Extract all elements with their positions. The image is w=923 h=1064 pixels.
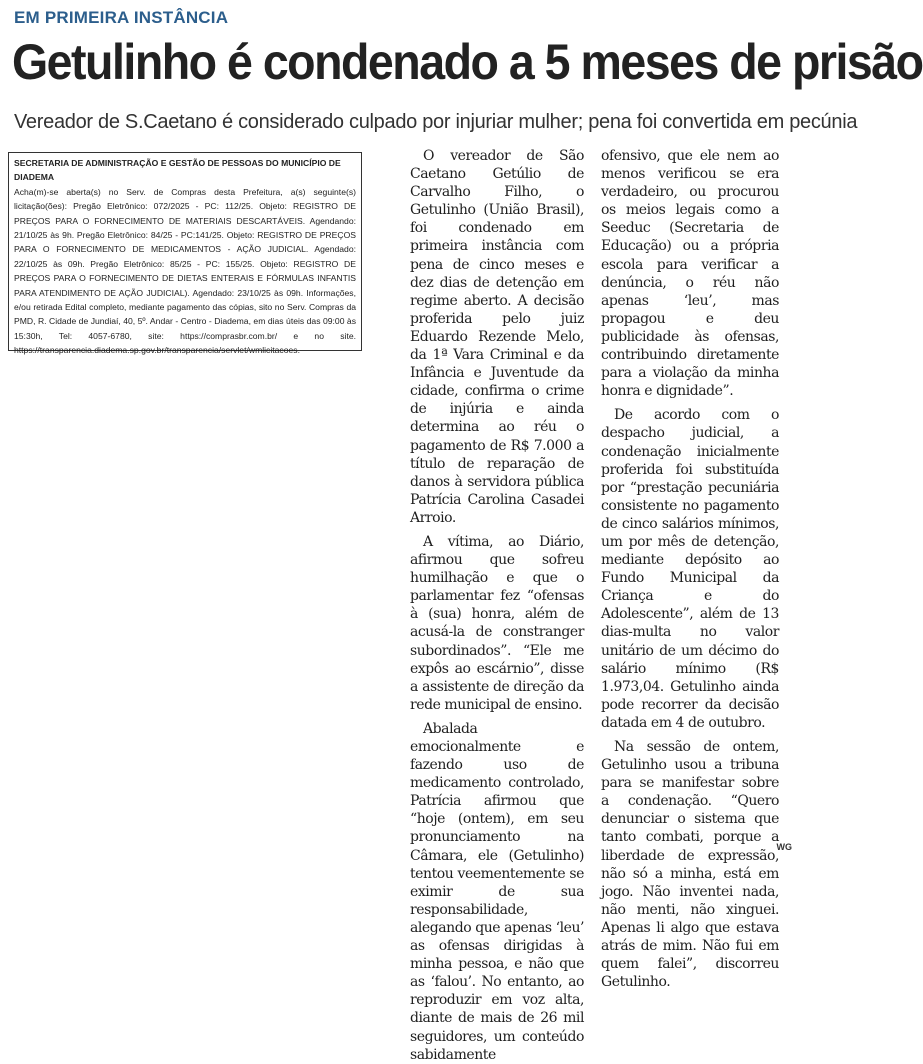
legal-notice-body: Acha(m)-se aberta(s) no Serv. de Compras desta Prefeitura, a(s) seguinte(s) licitação(ões): Pregão Eletrônico: 072/2025 - PC: 112/25. Objeto: REGISTRO DE PREÇOS PARA O FORNECIMENTO DE MATERIAIS DESCARTÁVEIS. Agendando: 21/10/25 às 9h. Pregão Eletrônico: 84/25 - PC:141/25. Objeto: REGISTRO DE PREÇOS PARA O FORNECIMENTO DE MEDICAMENTOS - AÇÃO JUDICIAL. Agendado: 22/10/25 às 09h. Pregão Eletrônico: 85/25 - PC: 155/25. Objeto: REGISTRO DE PREÇOS PARA O FORNECIMENTO DE DIETAS ENTERAIS E FÓRMULAS INFANTIS PARA ATENDIMENTO DE AÇÃO JUDICIAL). Agendado: 23/10/25 às 09h. Informações, e/ou retirada Edital completo, mediante pagamento das cópias, sito no Serv. Compras da PMD, R. Cidade de Jundiaí, 40, 5º. Andar - Centro - Diadema, em dias úteis das 09:00 às 15:30h, Tel: 4057-6780, site: https://comprasbr.com.br/ e no site. https://transparencia.diadema.sp.gov.br/transparencia/servlet/wmlicitacoes. <box>14 186 356 356</box>
article-column-1 <box>410 147 584 1064</box>
byline-initials: WG <box>776 842 792 852</box>
article-paragraph: O vereador de São Caetano Getúlio de Carvalho Filho, o Getulinho (União Brasil), foi condenado em primeira instância com pena de cinco meses e dez dias de detenção em regime aberto. A decisão proferida pelo juiz Eduardo Rezende Melo, da 1ª Vara Criminal e da Infância e Juventude da cidade, confirma o crime de injúria e ainda determina ao réu o pagamento de R$ 7.000 a título de reparação de danos à servidora pública Patrícia Carolina Casadei Arroio. <box>410 148 584 526</box>
subheadline: Vereador de S.Caetano é considerado culpado por injuriar mulher; pena foi convertida em pecúnia <box>14 111 858 133</box>
article-paragraph: Abalada emocionalmente e fazendo uso de medicamento controlado, Patrícia afirmou que “hoje (ontem), em seu pronunciamento na Câmara, ele (Getulinho) tentou veementemente se eximir de sua responsabilidade, alegando que apenas ‘leu’ as ofensas dirigidas à minha pessoa, e não que as ‘falou’. No entanto, ao reproduzir em voz alta, diante de mais de 26 mil seguidores, um conteúdo sabidamente <box>410 720 585 1063</box>
legal-notice-box <box>8 152 362 356</box>
legal-notice-title: SECRETARIA DE ADMINISTRAÇÃO E GESTÃO DE PESSOAS DO MUNICÍPIO DE DIADEMA <box>14 158 341 183</box>
article-paragraph: De acordo com o despacho judicial, a condenação inicialmente proferida foi substituída por “prestação pecuniária consistente no pagamento de cinco salários mínimos, um por mês de detenção, mediante depósito ao Fundo Municipal da Criança e do Adolescente”, além de 13 dias-multa no valor unitário de um décimo do salário mínimo (R$ 1.973,04. Getulinho ainda pode recorrer da decisão datada em 4 de outubro. <box>601 407 779 731</box>
section-kicker: EM PRIMEIRA INSTÂNCIA <box>14 8 229 27</box>
headline: Getulinho é condenado a 5 meses de prisão <box>12 34 923 90</box>
article-paragraph: Na sessão de ontem, Getulinho usou a tribuna para se manifestar sobre a condenação. “Quero denunciar o sistema que tanto combati, porque a liberdade de expressão, não só a minha, está em jogo. Não inventei nada, não menti, não xinguei. Apenas li algo que estava atrás de mim. Não fui em quem falei”, discorreu Getulinho. <box>601 739 779 991</box>
article-paragraph: A vítima, ao Diário, afirmou que sofreu humilhação e que o parlamentar fez “ofensas à (sua) honra, além de acusá-la de constranger subordinados”. “Ele me expôs ao escárnio”, disse a assistente de direção da rede municipal de ensino. <box>410 533 584 713</box>
article-paragraph: ofensivo, que ele nem ao menos verificou se era verdadeiro, ou procurou os meios legais como a Seeduc (Secretaria de Educação) ou a própria escola para verificar a denúncia, o réu não apenas ‘leu’, mas propagou e deu publicidade às ofensas, contribuindo diretamente para a violação da minha honra e dignidade”. <box>601 148 779 400</box>
article-column-2 <box>601 147 779 991</box>
